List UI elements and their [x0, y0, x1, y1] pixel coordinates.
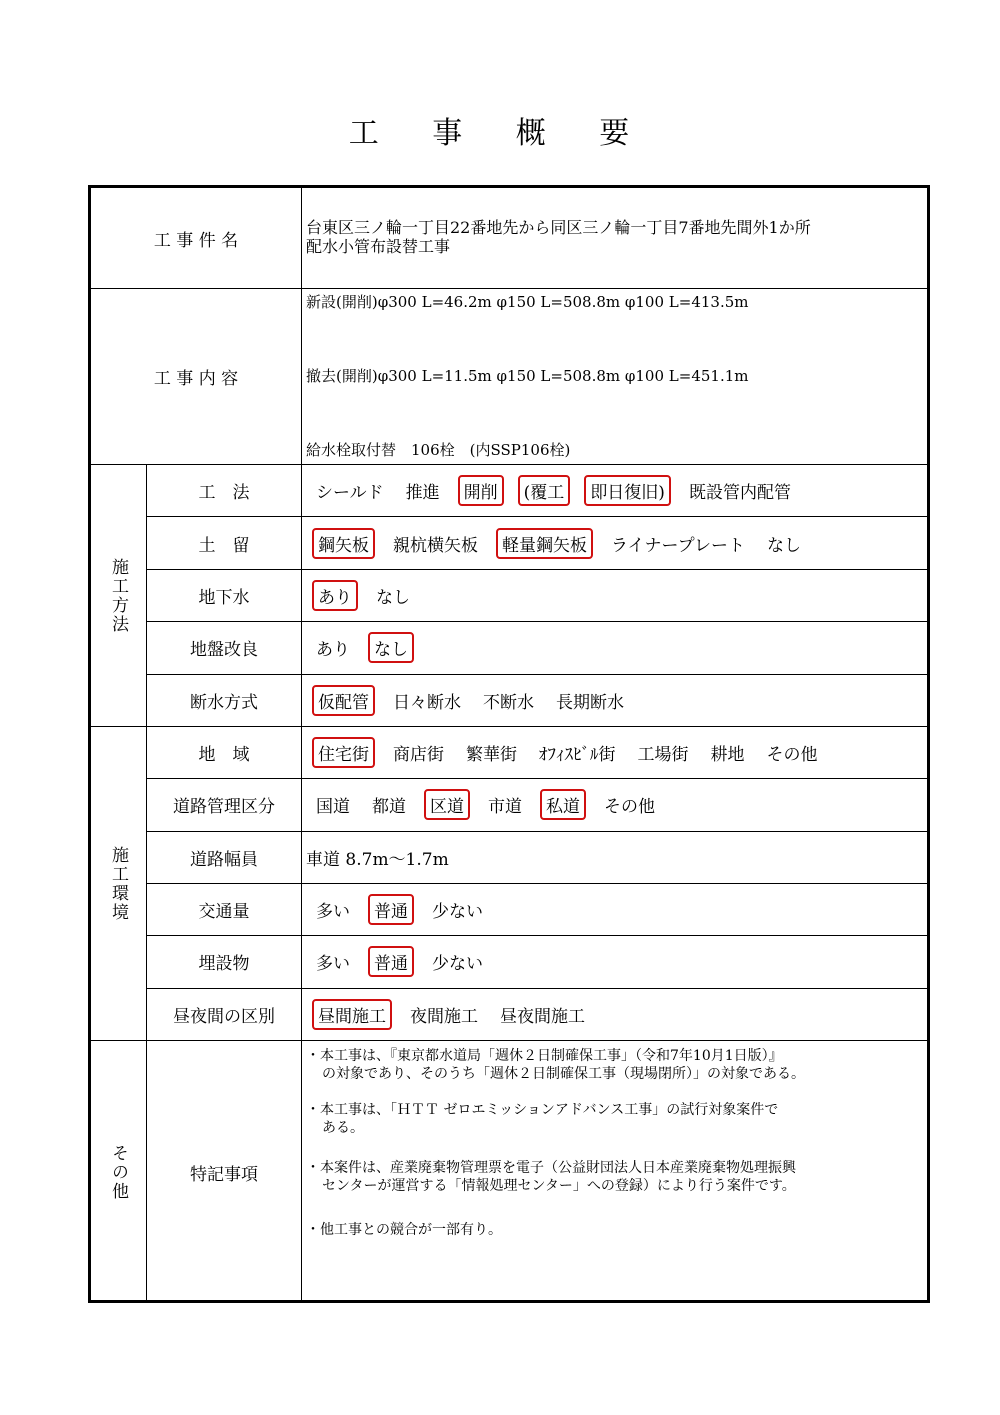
environment-row-label: 道路幅員	[147, 832, 302, 884]
option: 工場街	[637, 745, 689, 766]
option: 推進	[405, 483, 440, 504]
method-row-value	[302, 675, 930, 727]
option: 日々断水	[393, 692, 461, 713]
environment-row-value	[302, 989, 930, 1041]
method-row-value	[302, 622, 930, 674]
method-row-value	[302, 517, 930, 569]
method-row-value	[302, 465, 930, 517]
selected-option: 鋼矢板	[312, 528, 375, 559]
project-name-line1: 台東区三ノ輪一丁目22番地先から同区三ノ輪一丁目7番地先間外1か所	[306, 218, 811, 237]
method-row-label: 地盤改良	[147, 622, 302, 674]
work-content-line1: 新設(開削)φ300 L=46.2m φ150 L=508.8m φ100 L=413.5m	[306, 293, 749, 311]
option: 少ない	[432, 954, 483, 975]
method-row-label: 地下水	[147, 570, 302, 622]
option: 少ない	[432, 902, 483, 923]
environment-row-label: 交通量	[147, 884, 302, 936]
selected-option: なし	[368, 632, 414, 663]
environment-row-value	[302, 884, 930, 936]
other-category: その他	[91, 1041, 147, 1303]
option: 耕地	[710, 745, 745, 766]
option: あり	[316, 640, 350, 661]
environment-row-value	[302, 727, 930, 779]
selected-option: 昼間施工	[312, 999, 392, 1030]
option: 繁華街	[466, 745, 517, 766]
project-name-label: 工 事 件 名	[91, 188, 302, 289]
option: 長期断水	[556, 692, 624, 713]
environment-row-value	[302, 832, 930, 884]
work-content-line2: 撤去(開削)φ300 L=11.5m φ150 L=508.8m φ100 L=451.1m	[306, 367, 749, 385]
option: 市道	[488, 797, 522, 818]
option: 国道	[316, 797, 350, 818]
selected-option: 仮配管	[312, 685, 375, 716]
option: 不断水	[483, 692, 534, 713]
note-item	[306, 1221, 930, 1239]
option: なし	[766, 535, 801, 556]
option: 多い	[316, 902, 350, 923]
option: 都道	[372, 797, 406, 818]
option: その他	[604, 797, 655, 818]
selected-option: 軽量鋼矢板	[496, 528, 593, 559]
work-content-line3: 給水栓取付替 106栓 (内SSP106栓)	[306, 441, 571, 459]
environment-category: 施工環境	[91, 727, 147, 1041]
option: 商店街	[393, 745, 444, 766]
note-line: センターが運営する「情報処理センター」への登録）により行う案件です。	[322, 1178, 796, 1194]
note-line: ・本工事は、「ＨＴＴ ゼロエミッションアドバンス工事」の試行対象案件で	[306, 1102, 779, 1118]
note-item	[306, 1101, 930, 1137]
note-line: ・他工事との競合が一部有り。	[306, 1222, 502, 1238]
method-category: 施工方法	[91, 465, 147, 727]
work-content-value	[302, 289, 930, 465]
option: 既設管内配管	[688, 483, 791, 504]
option: 多い	[316, 954, 350, 975]
note-item	[306, 1159, 930, 1195]
option: 親杭横矢板	[393, 535, 478, 556]
option: その他	[766, 745, 818, 766]
option: ライナープレート	[611, 535, 745, 556]
option: ｵﾌｨｽﾋﾞﾙ街	[539, 745, 616, 766]
option: なし	[376, 587, 410, 608]
environment-row-value	[302, 779, 930, 831]
option: 夜間施工	[410, 1006, 478, 1027]
special-notes	[302, 1041, 930, 1303]
method-row-value	[302, 570, 930, 622]
value-text: 車道 8.7m～1.7m	[306, 849, 449, 870]
note-line: ・本工事は、『東京都水道局「週休２日制確保工事」（令和7年10月1日版）』	[306, 1048, 783, 1064]
environment-row-label: 道路管理区分	[147, 779, 302, 831]
selected-option: (覆工	[518, 475, 571, 506]
environment-row-label: 昼夜間の区別	[147, 989, 302, 1041]
note-line: ・本案件は、産業廃棄物管理票を電子（公益財団法人日本産業廃棄物処理振興	[306, 1160, 796, 1176]
selected-option: 普通	[368, 946, 414, 977]
selected-option: 即日復旧)	[584, 475, 671, 506]
environment-row-label: 埋設物	[147, 936, 302, 988]
page-title: 工 事 概 要	[348, 116, 652, 151]
selected-option: 開削	[458, 475, 504, 506]
note-line: の対象であり、そのうち「週休２日制確保工事（現場閉所）」の対象である。	[322, 1066, 805, 1082]
summary-table	[88, 185, 930, 1303]
option: シールド	[316, 483, 384, 504]
method-row-label: 工 法	[147, 465, 302, 517]
selected-option: あり	[312, 580, 358, 611]
method-row-label: 土 留	[147, 517, 302, 569]
method-row-label: 断水方式	[147, 675, 302, 727]
selected-option: 区道	[424, 789, 470, 820]
environment-row-label: 地 域	[147, 727, 302, 779]
selected-option: 住宅街	[312, 737, 375, 768]
special-notes-label: 特記事項	[147, 1041, 302, 1303]
note-line: ある。	[322, 1120, 364, 1136]
selected-option: 私道	[540, 789, 586, 820]
project-name-value	[302, 188, 930, 289]
selected-option: 普通	[368, 894, 414, 925]
project-name-line2: 配水小管布設替工事	[306, 237, 451, 256]
note-item	[306, 1047, 930, 1083]
work-content-label: 工 事 内 容	[91, 289, 302, 465]
environment-row-value	[302, 936, 930, 988]
option: 昼夜間施工	[500, 1006, 585, 1027]
